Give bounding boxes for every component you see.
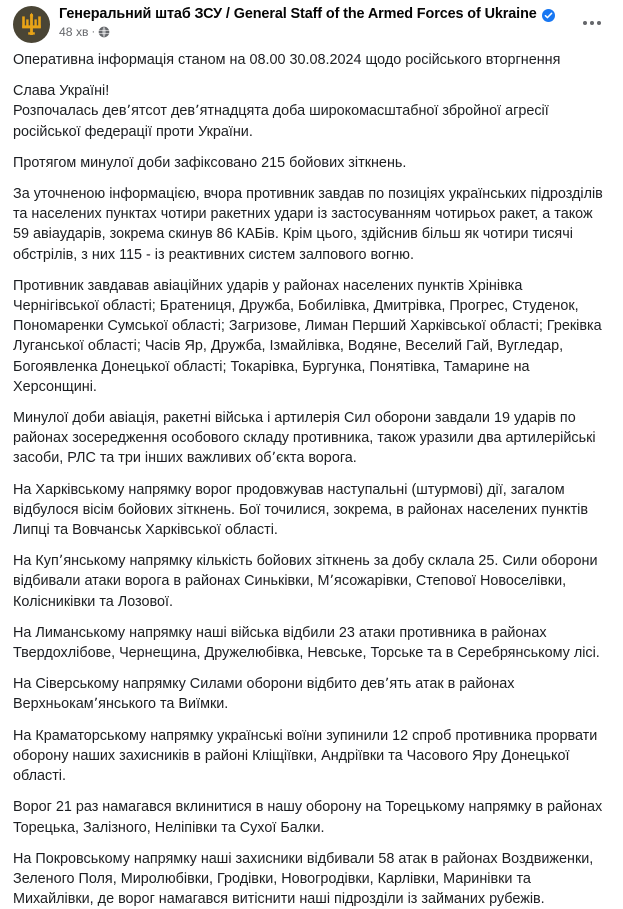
post-body (0, 47, 623, 909)
verified-badge-icon (542, 9, 555, 22)
post-paragraph: На Покровському напрямку наші захисники відбивали 58 атак в районах Воздвиженки, Зеленого Поля, Миролюбівки, Гродівки, Новогродівки, Карлівки, Маринівки та Михайлівки, де ворог намагався витіснити наші підрозділи із займаних рубежів. (13, 850, 594, 908)
post-paragraph: Протягом минулої доби зафіксовано 215 бойових зіткнень. (13, 154, 407, 171)
avatar[interactable] (13, 6, 50, 43)
post-paragraph: Ворог 21 раз намагався вклинитися в нашу оборону на Торецькому напрямку в районах Торецька, Залізного, Неліпівки та Сухої Балки. (13, 799, 603, 836)
ellipsis-dot (597, 21, 601, 25)
globe-icon[interactable] (98, 26, 110, 38)
post-header-text (59, 5, 611, 40)
ukraine-trident-avatar-icon (20, 12, 43, 37)
post-meta (59, 24, 611, 40)
page-name[interactable]: Генеральний штаб ЗСУ / General Staff of the Armed Forces of Ukraine (59, 6, 537, 22)
post-paragraph: На Лиманському напрямку наші війська відбили 23 атаки противника в районах Твердохлібове, Чернещина, Дружелюбівка, Невське, Торське та в Серебрянському лісі. (13, 624, 600, 662)
post-paragraph: На Харківському напрямку ворог продовжував наступальні (штурмові) дії, загалом відбулося вісім бойових зіткнень. Бої точилися, зокрема, в районах населених пунктів Липці та Вовчанськ Харківської області. (13, 481, 589, 539)
post-paragraph: Оперативна інформація станом на 08.00 30.08.2024 щодо російського вторгнення (13, 52, 561, 68)
author-name-row (59, 6, 611, 23)
more-options-button[interactable] (577, 14, 607, 32)
post-paragraph: Розпочалась дев՚ятсот дев՚ятнадцята доба широкомасштабної збройної агресії російської федерації проти України. (13, 103, 549, 140)
post-paragraph: Слава Україні! (13, 83, 110, 100)
post-paragraph: Минулої доби авіація, ракетні війська і артилерія Сил оборони завдали 19 ударів по районах зосередження особового складу противника, також уразили два артилерійські засоби, РЛС та три інших важливих об՚єкта ворога. (13, 410, 596, 467)
post-paragraph: На Краматорському напрямку українські воїни зупинили 12 спроб противника прорвати оборону наших захисників в районі Кліщіївки, Андріївки та Часового Яру Донецької області. (13, 727, 598, 785)
post-paragraph: На Куп՚янському напрямку кількість бойових зіткнень за добу склала 25. Сили оборони відбивали атаки ворога в районах Синьківки, М՚ясожарівки, Степової Новоселівки, Колісниківки та Лозової. (13, 553, 598, 610)
post-paragraph: Противник завдавав авіаційних ударів у районах населених пунктів Хрінівка Чернігівської області; Братениця, Дружба, Бобилівка, Дмитрівка, Прогрес, Студенок, Пономаренки Сумської області; Загризове, Лиман Перший Харківської області; Греківка Луганської області; Часів Яр, Дружба, Ізмайлівка, Водяне, Веселий Гай, Вугледар, Богоявленка Донецької області; Токарівка, Бургунка, Понятівка, Тамарине на Херсонщині. (13, 277, 602, 395)
ellipsis-dot (583, 21, 587, 25)
ellipsis-dot (590, 21, 594, 25)
post-paragraph: На Сіверському напрямку Силами оборони відбито дев՚ять атак в районах Верхньокам՚янського та Виїмки. (13, 676, 515, 713)
post-header (0, 0, 623, 47)
post-timestamp[interactable]: 48 хв (59, 25, 89, 39)
post-paragraph: За уточненою інформацією, вчора противник завдав по позиціях українських підрозділів та населених пунктах чотири ракетних удари із застосуванням чотирьох ракет, а також 59 авіаударів, зокрема скинув 86 КАБів. Крім цього, здійснив більш як чотири тисячі обстрілів, з них 115 - із реактивних систем залпового вогню. (13, 186, 603, 263)
meta-separator: · (91, 26, 96, 38)
